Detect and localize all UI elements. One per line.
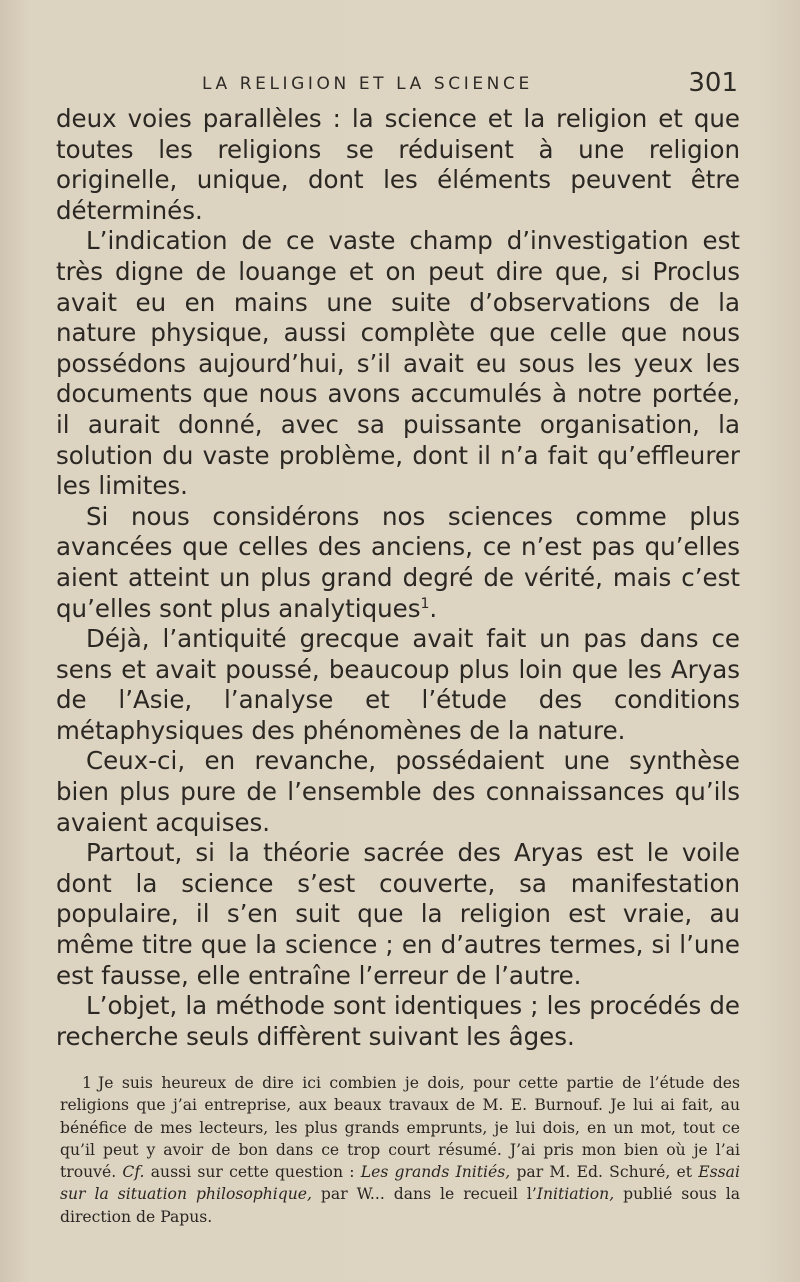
paragraph-7: L’objet, la méthode sont identiques ; les procédés de recherche seuls diffèrent suivant les âges. [56,991,740,1051]
paragraph-3-text: Si nous considérons nos sciences comme plus avancées que celles des anciens, ce n’est pas qu’elles aient atteint un plus grand degré de vérité, mais c’est qu’elles sont plus analytiques [56,501,740,623]
footnote-cf: Cf. [122,1163,145,1182]
footnote-paragraph [60,1072,740,1228]
paragraph-5: Ceux-ci, en revanche, possédaient une synthèse bien plus pure de l’ensemble des connaissances qu’ils avaient acquises. [56,746,740,837]
paragraph-6: Partout, si la théorie sacrée des Aryas est le voile dont la science s’est couverte, sa manifestation populaire, il s’en suit que la religion est vraie, au même titre que la science ; en d’autres termes, si l’une est fausse, elle entraîne l’erreur de l’autre. [56,838,740,990]
running-title: LA RELIGION ET LA SCIENCE [202,74,533,94]
footnote-text-1: Je suis heureux de dire ici combien je dois, pour cette partie de l’étude des religions que j’ai entreprise, aux beaux travaux de M. E. Burnouf. Je lui ai fait, au bénéfice de mes lecteurs, les plus grands emprunts, je lui dois, en un mot, tout ce qu’il peut y avoir de bon dans ce trop court résumé. J’ai pris mon bien où je l’ai trouvé. [60,1074,740,1182]
footnote [60,1072,740,1228]
paragraph-2: L’indication de ce vaste champ d’investigation est très digne de louange et on peut dire que, si Proclus avait eu en mains une suite d’observations de la nature physique, aussi complète que celle que nous possédons aujourd’hui, s’il avait eu sous les yeux les documents que nous avons accumulés à notre portée, il aurait donné, avec sa puissante organisation, la solution du vaste problème, dont il n’a fait qu’effleurer les limites. [56,226,740,501]
page-number: 301 [688,68,738,98]
footnote-title-2: Essai sur la situation philosophique, [60,1163,740,1204]
footnote-text-4: par W... dans le recueil l’ [320,1185,537,1204]
page-header [200,66,740,106]
paragraph-1: deux voies parallèles : la science et la religion et que toutes les religions se réduisent à une religion originelle, unique, dont les éléments peuvent être déterminés. [56,104,740,225]
footnote-title-1: Les grands Initiés, [360,1163,511,1182]
footnote-title-3: Initiation, [536,1185,615,1204]
footnote-text-3: par M. Ed. Schuré, et [516,1163,693,1182]
footnote-reference: 1 [420,595,430,612]
body-text [56,104,740,1052]
paragraph-3 [56,502,740,624]
footnote-mark: 1 [82,1074,92,1092]
paragraph-4: Déjà, l’antiquité grecque avait fait un pas dans ce sens et avait poussé, beaucoup plus loin que les Aryas de l’Asie, l’analyse et l’étude des conditions métaphysiques des phénomènes de la nature. [56,624,740,745]
footnote-text-2: aussi sur cette question : [150,1163,355,1182]
paragraph-3-end: . [429,593,438,623]
footnote-text-5: publié sous la direction de Papus. [60,1185,740,1226]
